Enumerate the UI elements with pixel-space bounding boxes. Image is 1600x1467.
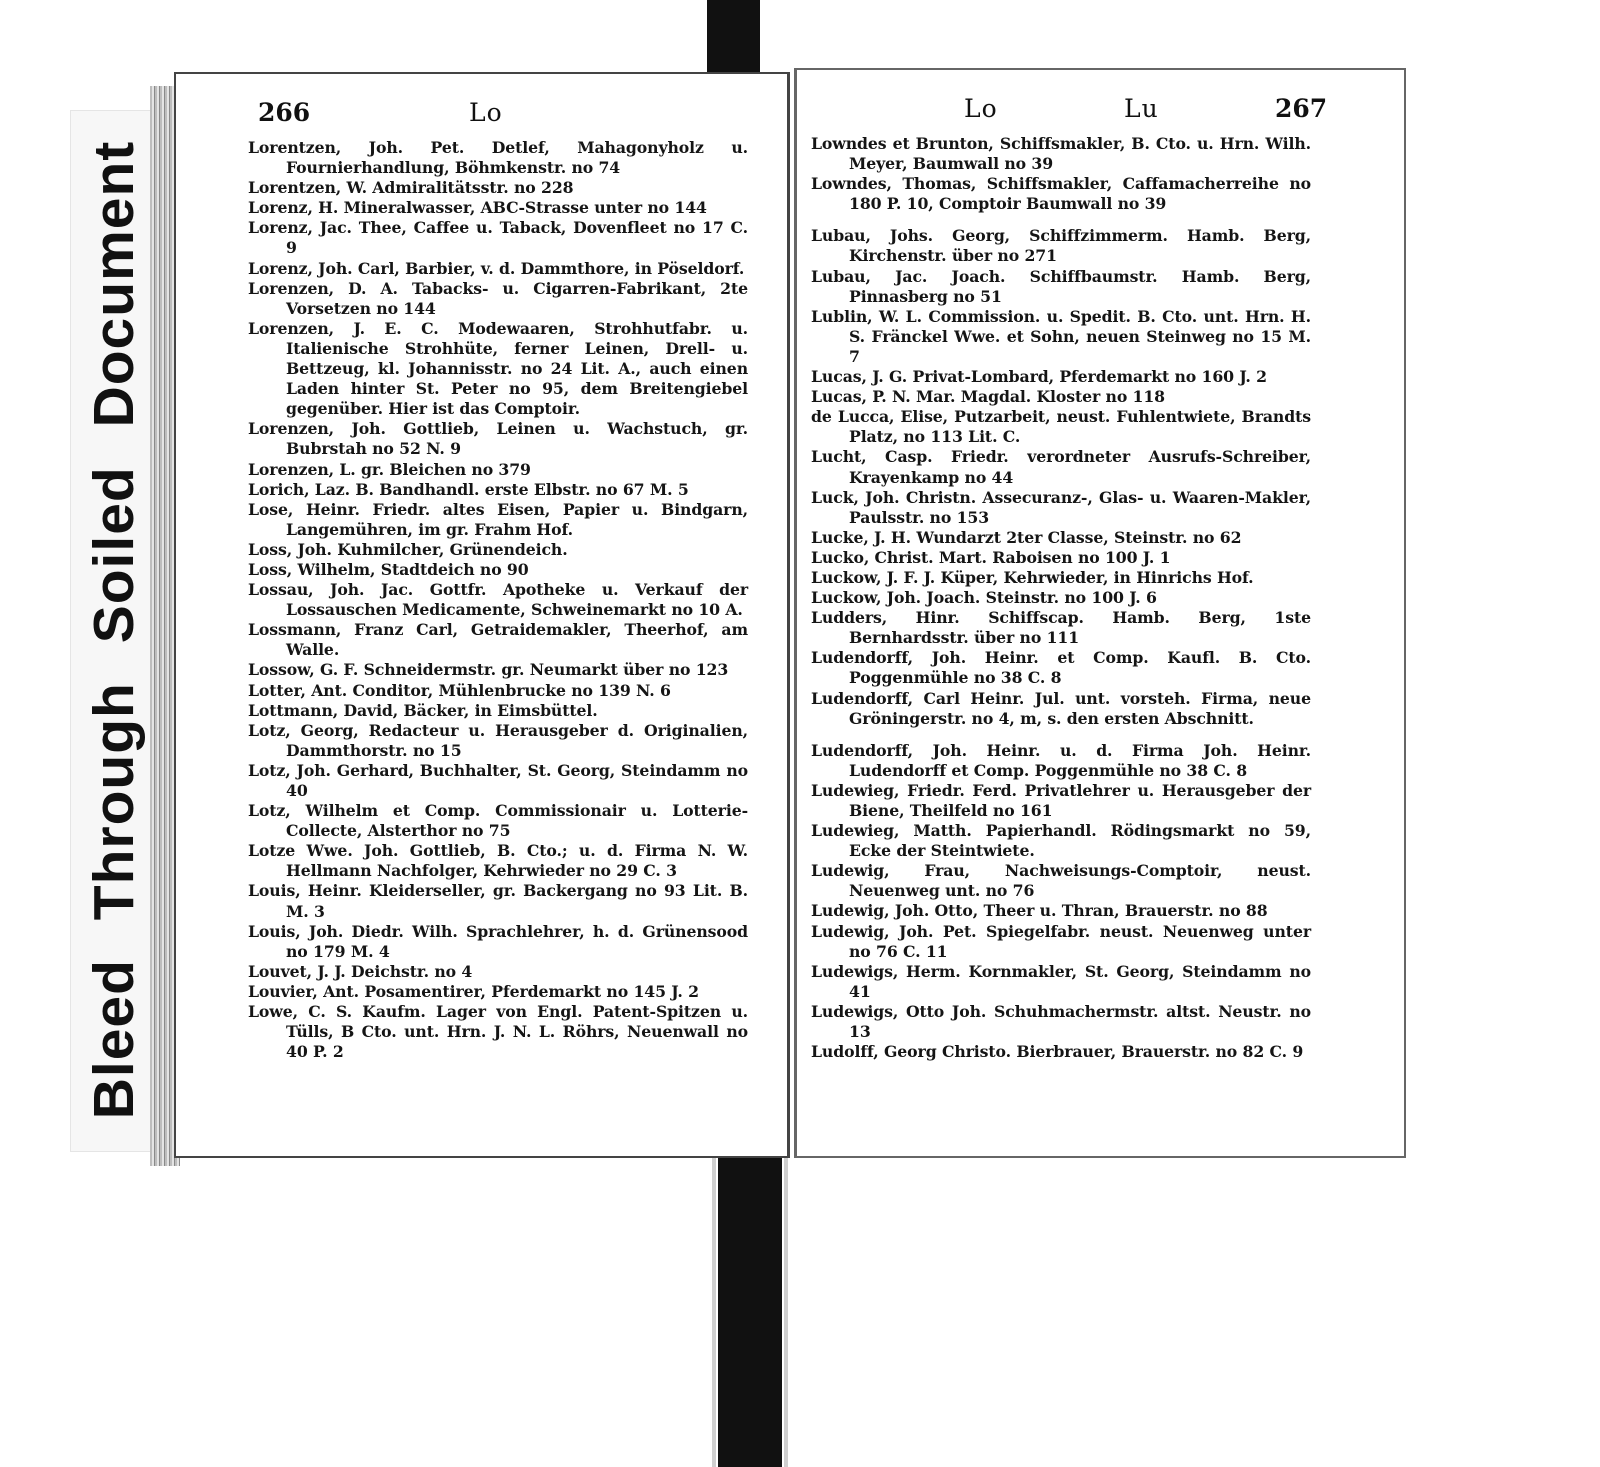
right-page-number: 267 [1275, 94, 1328, 123]
directory-entry: Lorich, Laz. B. Bandhandl. erste Elbstr. no 67 M. 5 [248, 479, 689, 499]
left-page-running-head: Lo [469, 98, 503, 127]
binding-strip-top [707, 0, 760, 79]
directory-entry: Lowndes, Thomas, Schiffsmakler, Caffamacherreihe no 180 P. 10, Comptoir Baumwall no 39 [811, 174, 1311, 214]
right-page-running-head-right: Lu [1124, 94, 1159, 123]
directory-entry: Lorenz, Jac. Thee, Caffee u. Taback, Dovenfleet no 17 C. 9 [248, 218, 748, 258]
left-page-number: 266 [258, 98, 311, 127]
directory-entry: Lorentzen, W. Admiralitätsstr. no 228 [248, 178, 574, 198]
directory-entry: Luckow, J. F. J. Küper, Kehrwieder, in Hinrichs Hof. [811, 567, 1254, 587]
directory-entry: Louis, Heinr. Kleiderseller, gr. Backergang no 93 Lit. B. M. 3 [248, 881, 748, 921]
directory-entry: Ludewig, Frau, Nachweisungs-Comptoir, neust. Neuenweg unt. no 76 [811, 861, 1311, 901]
directory-entry: Ludewigs, Otto Joh. Schuhmachermstr. altst. Neustr. no 13 [811, 1001, 1311, 1042]
left-page [174, 72, 790, 1158]
directory-entry: Ludendorff, Joh. Heinr. u. d. Firma Joh. Heinr. Ludendorff et Comp. Poggenmühle no 38 C. 8 [811, 740, 1311, 780]
right-entry-list [811, 134, 1311, 1062]
directory-entry: Ludendorff, Joh. Heinr. et Comp. Kaufl. B. Cto. Poggenmühle no 38 C. 8 [811, 648, 1311, 688]
directory-entry: Loss, Joh. Kuhmilcher, Grünendeich. [248, 539, 568, 559]
directory-entry: Lowndes et Brunton, Schiffsmakler, B. Cto. u. Hrn. Wilh. Meyer, Baumwall no 39 [811, 134, 1311, 174]
directory-entry: Lorenzen, Joh. Gottlieb, Leinen u. Wachstuch, gr. Bubrstah no 52 N. 9 [248, 419, 748, 459]
directory-entry: Lorenzen, D. A. Tabacks- u. Cigarren-Fabrikant, 2te Vorsetzen no 144 [248, 278, 748, 318]
directory-entry: Ludewig, Joh. Otto, Theer u. Thran, Brauerstr. no 88 [811, 901, 1268, 921]
directory-entry: Lubau, Johs. Georg, Schiffzimmerm. Hamb. Berg, Kirchenstr. über no 271 [811, 226, 1311, 266]
directory-entry: Loss, Wilhelm, Stadtdeich no 90 [248, 559, 529, 579]
directory-entry: Lorentzen, Joh. Pet. Detlef, Mahagonyholz u. Fournierhandlung, Böhmkenstr. no 74 [248, 138, 748, 178]
binding-strip-bottom [718, 1138, 782, 1467]
left-page-header [176, 98, 787, 138]
directory-entry: Lorenz, H. Mineralwasser, ABC-Strasse unter no 144 [248, 198, 707, 218]
right-page [794, 68, 1406, 1158]
directory-entry: Louvier, Ant. Posamentirer, Pferdemarkt no 145 J. 2 [248, 981, 699, 1001]
directory-entry: Ludolff, Georg Christo. Bierbrauer, Brauerstr. no 82 C. 9 [811, 1042, 1304, 1062]
directory-entry: Ludewieg, Friedr. Ferd. Privatlehrer u. Herausgeber der Biene, Theilfeld no 161 [811, 780, 1311, 820]
directory-entry: Lucke, J. H. Wundarzt 2ter Classe, Steinstr. no 62 [811, 527, 1242, 547]
directory-entry: Louvet, J. J. Deichstr. no 4 [248, 961, 473, 981]
directory-entry: Lottmann, David, Bäcker, in Eimsbüttel. [248, 700, 598, 720]
directory-entry: Lotz, Wilhelm et Comp. Commissionair u. Lotterie-Collecte, Alsterthor no 75 [248, 801, 748, 841]
directory-entry: Ludders, Hinr. Schiffscap. Hamb. Berg, 1ste Bernhardsstr. über no 111 [811, 608, 1311, 648]
directory-entry: Lubau, Jac. Joach. Schiffbaumstr. Hamb. Berg, Pinnasberg no 51 [811, 266, 1311, 306]
directory-entry: Louis, Joh. Diedr. Wilh. Sprachlehrer, h. d. Grünensood no 179 M. 4 [248, 921, 748, 961]
directory-entry: Luck, Joh. Christn. Assecuranz-, Glas- u. Waaren-Makler, Paulsstr. no 153 [811, 487, 1311, 527]
directory-entry: Luckow, Joh. Joach. Steinstr. no 100 J. 6 [811, 588, 1157, 608]
directory-entry: Lucas, J. G. Privat-Lombard, Pferdemarkt no 160 J. 2 [811, 367, 1267, 387]
right-page-header [797, 94, 1404, 134]
directory-entry: Lotter, Ant. Conditor, Mühlenbrucke no 139 N. 6 [248, 680, 671, 700]
directory-entry: Lublin, W. L. Commission. u. Spedit. B. Cto. unt. Hrn. H. S. Fränckel Wwe. et Sohn, neuen Steinweg no 15 M. 7 [811, 306, 1311, 366]
directory-entry: Lotz, Georg, Redacteur u. Herausgeber d. Originalien, Dammthorstr. no 15 [248, 720, 748, 760]
directory-entry: Lorenzen, J. E. C. Modewaaren, Strohhutfabr. u. Italienische Strohhüte, ferner Leinen, Drell- u. Bettzeug, kl. Johannisstr. no 24 Lit. A., auch einen Laden hinter St. Peter no 95, dem Breitengiebel gegenüber. Hier ist das Comptoir. [248, 318, 748, 419]
directory-entry: Lossmann, Franz Carl, Getraidemakler, Theerhof, am Walle. [248, 620, 748, 660]
directory-entry: Ludewig, Joh. Pet. Spiegelfabr. neust. Neuenweg unter no 76 C. 11 [811, 921, 1311, 961]
directory-entry: Lossow, G. F. Schneidermstr. gr. Neumarkt über no 123 [248, 660, 729, 680]
directory-entry: Lucko, Christ. Mart. Raboisen no 100 J. 1 [811, 547, 1171, 567]
directory-entry: Ludewigs, Herm. Kornmakler, St. Georg, Steindamm no 41 [811, 961, 1311, 1001]
right-page-running-head-left: Lo [964, 94, 998, 123]
directory-entry: Ludewieg, Matth. Papierhandl. Rödingsmarkt no 59, Ecke der Steintwiete. [811, 821, 1311, 861]
directory-entry: Lotze Wwe. Joh. Gottlieb, B. Cto.; u. d. Firma N. W. Hellmann Nachfolger, Kehrwieder no 29 C. 3 [248, 841, 748, 881]
directory-entry: Lose, Heinr. Friedr. altes Eisen, Papier u. Bindgarn, Langemühren, im gr. Frahm Hof. [248, 499, 748, 539]
left-entry-list [248, 138, 748, 1062]
directory-entry: de Lucca, Elise, Putzarbeit, neust. Fuhlentwiete, Brandts Platz, no 113 Lit. C. [811, 407, 1311, 447]
directory-entry: Ludendorff, Carl Heinr. Jul. unt. vorsteh. Firma, neue Gröningerstr. no 4, m, s. den ersten Abschnitt. [811, 688, 1311, 728]
notice-label: Bleed Through Soiled Document [82, 140, 146, 1120]
directory-entry: Lorenz, Joh. Carl, Barbier, v. d. Dammthore, in Pöseldorf. [248, 258, 745, 278]
directory-entry: Lucht, Casp. Friedr. verordneter Ausrufs-Schreiber, Krayenkamp no 44 [811, 447, 1311, 487]
directory-entry: Lotz, Joh. Gerhard, Buchhalter, St. Georg, Steindamm no 40 [248, 760, 748, 800]
directory-entry: Lossau, Joh. Jac. Gottfr. Apotheke u. Verkauf der Lossauschen Medicamente, Schweinemarkt no 10 A. [248, 580, 748, 620]
directory-entry: Lowe, C. S. Kaufm. Lager von Engl. Patent-Spitzen u. Tülls, B Cto. unt. Hrn. J. N. L. Röhrs, Neuenwall no 40 P. 2 [248, 1002, 748, 1062]
directory-entry: Lorenzen, L. gr. Bleichen no 379 [248, 459, 531, 479]
directory-entry: Lucas, P. N. Mar. Magdal. Kloster no 118 [811, 387, 1165, 407]
